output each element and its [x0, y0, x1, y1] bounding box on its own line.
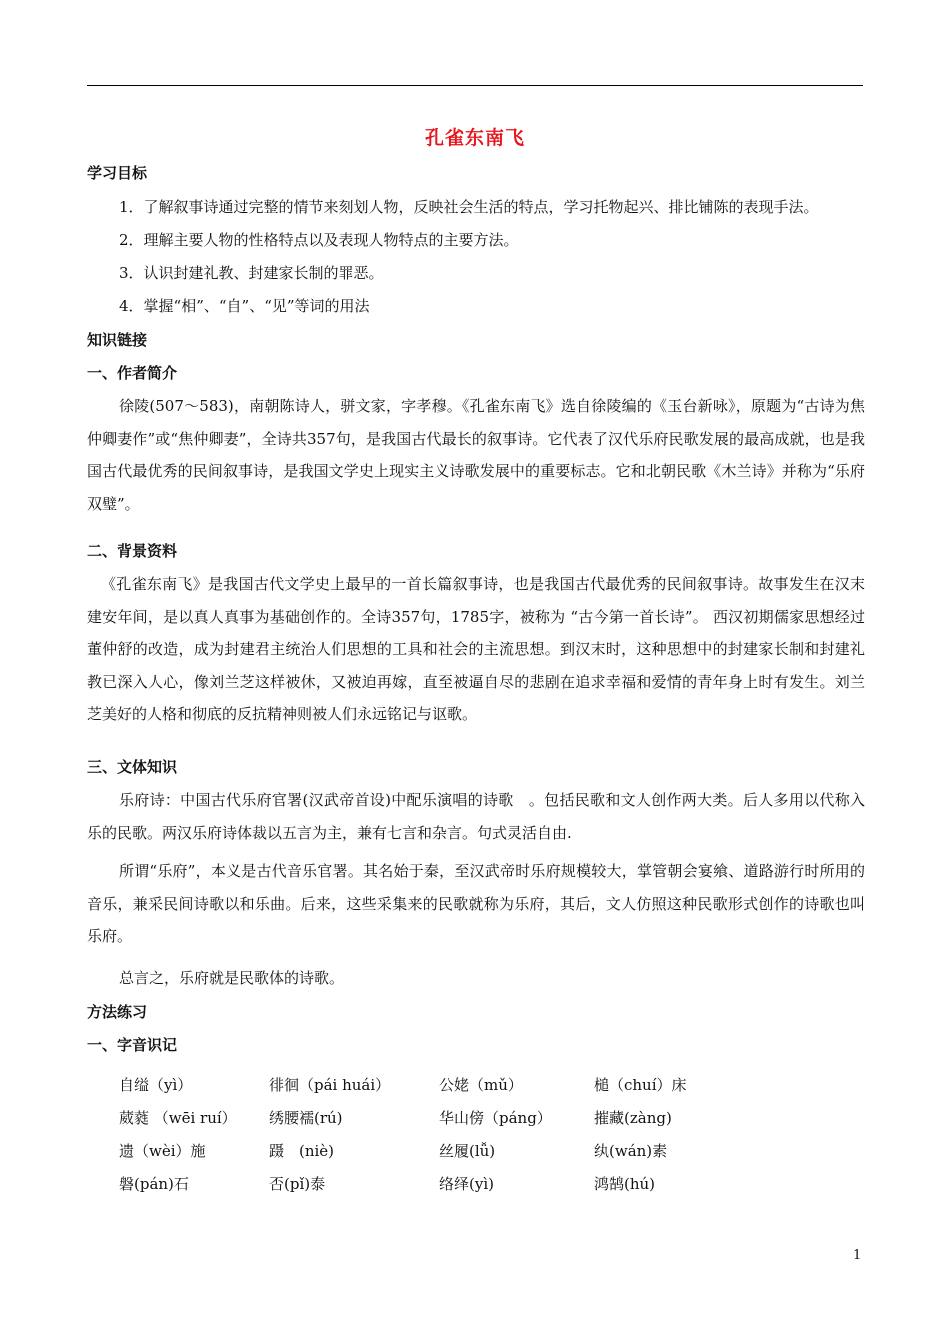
pronunciation-row: [119, 1167, 859, 1200]
genre-paragraph-1: 乐府诗：中国古代乐府官署(汉武帝首设)中配乐演唱的诗歌 。包括民歌和文人创作两大类。后人多用以代称入乐的民歌。两汉乐府诗体裁以五言为主，兼有七言和杂言。句式灵活自由.: [87, 791, 865, 842]
header-rule: [87, 85, 863, 86]
goal-item: 1．了解叙事诗通过完整的情节来刻划人物，反映社会生活的特点，学习托物起兴、排比铺陈的表现手法。: [119, 198, 819, 216]
pronunciation-item: 遗（wèi）施: [119, 1142, 206, 1160]
pronunciation-item: 纨(wán)素: [594, 1142, 668, 1160]
genre-heading: 三、文体知识: [87, 758, 178, 776]
pronunciation-item: 鸿鹄(hú): [594, 1175, 656, 1193]
knowledge-heading: 知识链接: [87, 331, 148, 349]
genre-paragraph-3: 总言之，乐府就是民歌体的诗歌。: [119, 969, 345, 987]
pronunciation-item: 络绎(yì): [439, 1175, 494, 1193]
author-paragraph: 徐陵(507～583)，南朝陈诗人，骈文家，字孝穆。《孔雀东南飞》选自徐陵编的《玉台新咏》，原题为“古诗为焦仲卿妻作”或“焦仲卿妻”，全诗共357句，是我国古代最长的叙事诗。它代表了汉代乐府民歌发展的最高成就，也是我国古代最优秀的民间叙事诗，是我国文学史上现实主义诗歌发展中的重要标志。它和北朝民歌《木兰诗》并称为“乐府双璧”。: [87, 397, 865, 513]
pronunciation-item: 华山傍（páng）: [439, 1109, 552, 1127]
pronunciation-item: 蹑 (niè): [269, 1142, 335, 1160]
pronunciation-item: 公姥（mǔ）: [439, 1076, 523, 1094]
background-heading: 二、背景资料: [87, 542, 178, 560]
pronunciation-item: 自缢（yì）: [119, 1076, 193, 1094]
goal-item: 4．掌握“相”、“自”、“见”等词的用法: [119, 297, 370, 315]
page-title: 孔雀东南飞: [424, 127, 525, 149]
pronunciation-grid: [119, 1068, 859, 1200]
pronunciation-item: 葳蕤 （wēi ruí）: [119, 1109, 237, 1127]
goal-item: 2．理解主要人物的性格特点以及表现人物特点的主要方法。: [119, 231, 519, 249]
pronunciation-item: 徘徊（pái huái）: [269, 1076, 391, 1094]
pronunciation-item: 磐(pán)石: [119, 1175, 189, 1193]
pronunciation-heading: 一、字音识记: [87, 1036, 178, 1054]
genre-paragraph-2: 所谓“乐府”，本义是古代音乐官署。其名始于秦，至汉武帝时乐府规模较大，掌管朝会宴飨、道路游行时所用的音乐，兼采民间诗歌以和乐曲。后来，这些采集来的民歌就称为乐府，其后，文人仿照这种民歌形式创作的诗歌也叫乐府。: [87, 862, 865, 945]
method-heading: 方法练习: [87, 1003, 148, 1021]
pronunciation-item: 否(pǐ)泰: [269, 1175, 326, 1193]
goal-item: 3．认识封建礼教、封建家长制的罪恶。: [119, 264, 384, 282]
pronunciation-item: 摧藏(zàng): [594, 1109, 672, 1127]
background-paragraph: 《孔雀东南飞》是我国古代文学史上最早的一首长篇叙事诗，也是我国古代最优秀的民间叙事诗。故事发生在汉末建安年间，是以真人真事为基础创作的。全诗357句，1785字，被称为 “古今第一首长诗”。 西汉初期儒家思想经过董仲舒的改造，成为封建君主统治人们思想的工具和社会的主流思想。到汉末时，这种思想中的封建家长制和封建礼教已深入人心，像刘兰芝这样被休，又被迫再嫁，直至被逼自尽的悲剧在追求幸福和爱情的青年身上时有发生。刘兰芝美好的人格和彻底的反抗精神则被人们永远铭记与讴歌。: [87, 575, 865, 723]
pronunciation-row: [119, 1101, 859, 1134]
pronunciation-item: 槌（chuí）床: [594, 1076, 687, 1094]
pronunciation-row: [119, 1068, 859, 1101]
pronunciation-row: [119, 1134, 859, 1167]
pronunciation-item: 绣腰襦(rú): [269, 1109, 343, 1127]
author-heading: 一、作者简介: [87, 364, 178, 382]
goals-heading: 学习目标: [87, 164, 148, 182]
pronunciation-item: 丝履(lǚ): [439, 1142, 496, 1160]
page-number: 1: [853, 1248, 862, 1263]
